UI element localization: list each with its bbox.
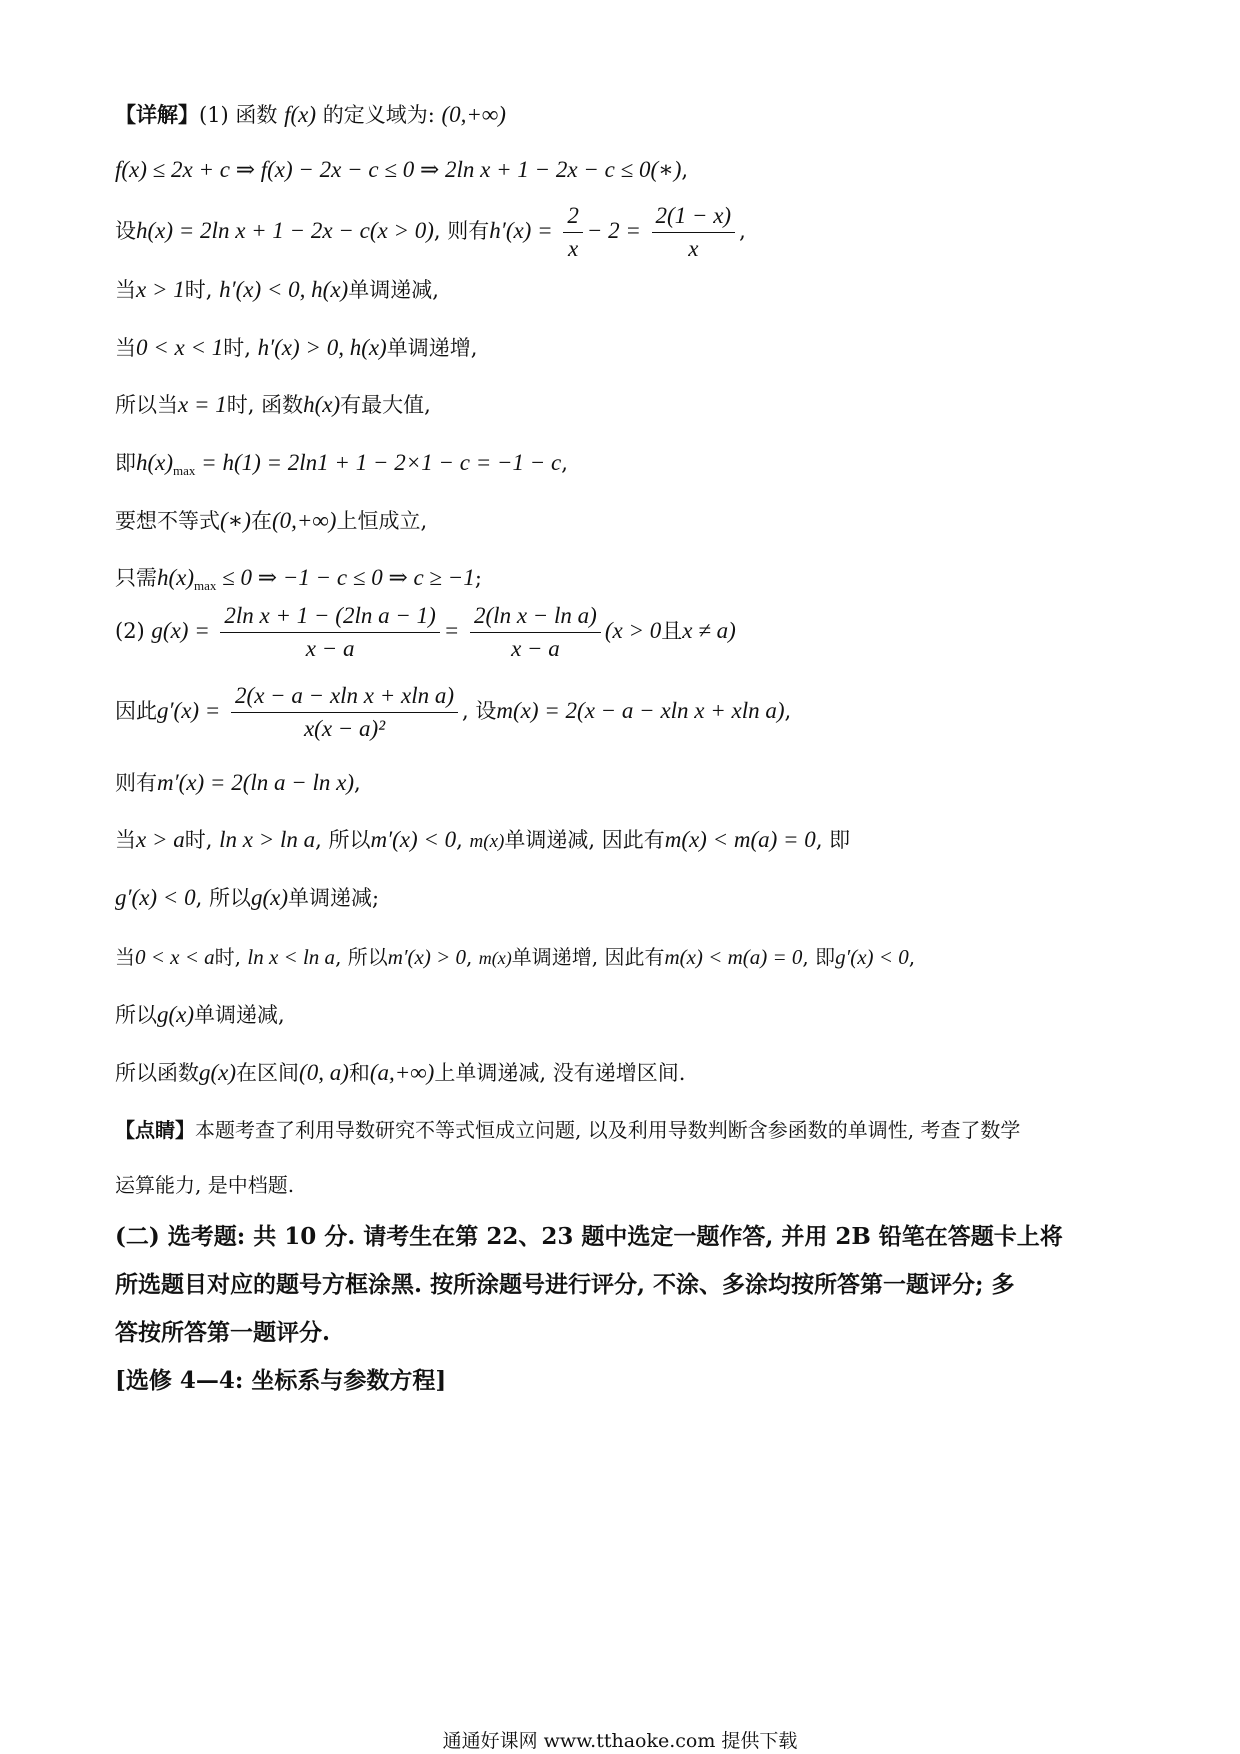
text: , 设 [462,699,497,723]
math: g(x) [199,1060,237,1085]
case-x-gt-a-line [115,825,850,857]
text: 所以当 [115,393,178,417]
comment-line-1 [115,1115,1020,1145]
text: ; [474,566,482,590]
g-decreasing-line-2 [115,1000,285,1030]
math: m′(x) < 0 [370,827,457,852]
text: 的定义域为: [316,103,442,127]
text: , [466,945,479,969]
text: 单调递减, 因此有 [504,828,665,852]
max-value-line [115,390,431,420]
text: 时, [184,828,220,852]
math: g(x) [157,1002,195,1027]
text: 运算能力, 是中档题. [115,1173,295,1197]
text: 时, [223,336,258,360]
hold-condition-line [115,506,427,536]
math: m(x) [478,948,512,968]
fraction [652,202,736,263]
math: x = 1 [178,392,227,417]
text: , [456,828,470,852]
subscript: max [194,578,217,594]
denominator: x − a [305,636,355,661]
text: 因此 [115,699,157,723]
section-instruction-2: 所选题目对应的题号方框涂黑. 按所涂题号进行评分, 不涂、多涂均按所答第一题评分; 多 [115,1271,1015,1298]
math: h(x) = 2ln x + 1 − 2x − c(x > 0) [136,218,434,243]
comment-line-2 [115,1170,294,1200]
text: (2) [115,619,152,643]
numerator: 2ln x + 1 − (2ln a − 1) [220,602,439,633]
numerator: 2(x − a − xln x + xln a) [231,682,458,713]
section-instruction-3: 答按所答第一题评分. [115,1319,331,1346]
math: g(x) = [151,618,210,643]
text: , [354,771,361,795]
numerator: 2(ln x − ln a) [470,602,601,633]
case-x-lt-a-line [115,942,915,973]
text: , 即 [815,828,851,852]
text: 所以函数 [115,1061,199,1085]
text: , 即 [802,945,836,969]
math: (a,+∞) [369,1060,435,1085]
footer-watermark: 通通好课网 www.tthaoke.com 提供下载 [442,1730,798,1752]
text: (1) 函数 [199,103,285,127]
text: 要想不等式 [115,509,220,533]
text: 单调递增, [386,336,478,360]
subscript: max [173,463,196,479]
math: h′(x) < 0, h(x) [219,277,349,302]
text: 在区间 [236,1061,300,1085]
math: h(x) [157,565,195,590]
detail-tag: 【详解】 [115,102,199,127]
text: 单调递增, 因此有 [511,945,665,969]
math: (0,+∞) [271,508,337,533]
math: x > a [136,827,185,852]
math: ≤ 0 ⇒ −1 − c ≤ 0 ⇒ c ≥ −1 [216,565,475,590]
text: 当 [115,336,136,360]
text: 单调递减; [287,886,380,910]
comment-tag: 【点睛】 [115,1118,195,1142]
text: , [908,945,916,969]
text: , 所以 [335,945,388,969]
fraction [470,602,601,663]
math: m(x) < m(a) = 0 [664,827,816,852]
define-h-line [115,200,746,263]
fraction [220,602,439,663]
math: ln x < ln a [247,945,336,969]
math: x ≠ a) [682,618,736,643]
math: g′(x) = [157,698,221,723]
text: 单调递减, [194,1003,285,1027]
text: , 所以 [315,828,371,852]
text: 单调递减, [348,278,439,302]
math: ln x > ln a [219,827,316,852]
solution-heading-line [115,100,506,130]
math: m′(x) = 2(ln a − ln x) [157,770,355,795]
math: 0 < x < 1 [136,335,224,360]
text: 设 [115,219,136,243]
math: h(x) [303,392,341,417]
final-conclusion-line [115,1058,685,1088]
math: (x > 0 [604,618,662,643]
text: , [681,158,689,182]
math: g(x) [250,885,288,910]
decreasing-line [115,275,439,305]
text: 即 [115,451,136,475]
increasing-line [115,333,477,363]
math: f(x) ≤ 2x + c ⇒ f(x) − 2x − c ≤ 0 ⇒ 2ln x + 1 − 2x − c ≤ 0(∗) [115,157,682,182]
denominator: x(x − a)² [303,716,386,741]
text: 和 [348,1061,370,1085]
inequality-line [115,155,688,185]
math: (0,+∞) [441,102,506,127]
math: (∗) [220,508,251,533]
g-decreasing-line [115,883,379,913]
denominator: x − a [511,636,560,661]
math: − 2 = [586,218,641,243]
text: 时, [214,945,248,969]
text: 时, [184,278,220,302]
define-g-line [115,600,736,663]
text: 时, 函数 [226,393,304,417]
math: h′(x) = [489,218,553,243]
math: = [443,618,460,643]
denominator: x [567,236,579,261]
fraction [231,682,458,743]
max-compute-line [115,448,568,486]
section-instruction-1: (二) 选考题: 共 10 分. 请考生在第 22、23 题中选定一题作答, 并用 2B 铅笔在答题卡上将 [115,1223,1063,1250]
text: 当 [115,278,136,302]
numerator: 2(1 − x) [652,202,736,233]
numerator: 2 [563,202,583,233]
text: , 则有 [433,219,490,243]
conclusion-1-line [115,563,482,601]
math: f(x) [284,102,317,127]
text: 只需 [115,566,157,590]
denominator: x [688,236,699,261]
text: , [784,699,792,723]
fraction [563,202,583,263]
math: = h(1) = 2ln1 + 1 − 2×1 − c = −1 − c [195,450,562,475]
math: m(x) [469,831,505,852]
text: 当 [115,945,135,969]
math: (0, a) [299,1060,349,1085]
text: 上单调递减, 没有递增区间. [434,1061,686,1085]
math: g′(x) < 0 [115,885,196,910]
text: 当 [115,828,136,852]
math: g′(x) < 0 [835,945,909,969]
math: h(x) [136,450,174,475]
math: x > 1 [136,277,185,302]
text: , [561,451,568,475]
text: 且 [661,619,683,643]
elective-title: [选修 4—4: 坐标系与参数方程] [115,1367,447,1394]
math: m(x) < m(a) = 0 [664,945,803,969]
math: m′(x) > 0 [387,945,467,969]
text: 有最大值, [340,393,431,417]
text: 上恒成立, [336,509,428,533]
text: 所以 [115,1003,157,1027]
math: m(x) = 2(x − a − xln x + xln a) [496,698,785,723]
text: , 所以 [195,886,251,910]
g-derivative-line [115,680,791,743]
math: h′(x) > 0, h(x) [257,335,387,360]
text: 则有 [115,771,157,795]
text: , [739,219,746,243]
m-derivative-line [115,768,361,798]
math: 0 < x < a [135,945,215,969]
text: 本题考查了利用导数研究不等式恒成立问题, 以及利用导数判断含参函数的单调性, 考查了数学 [195,1118,1021,1142]
text: 在 [250,509,272,533]
